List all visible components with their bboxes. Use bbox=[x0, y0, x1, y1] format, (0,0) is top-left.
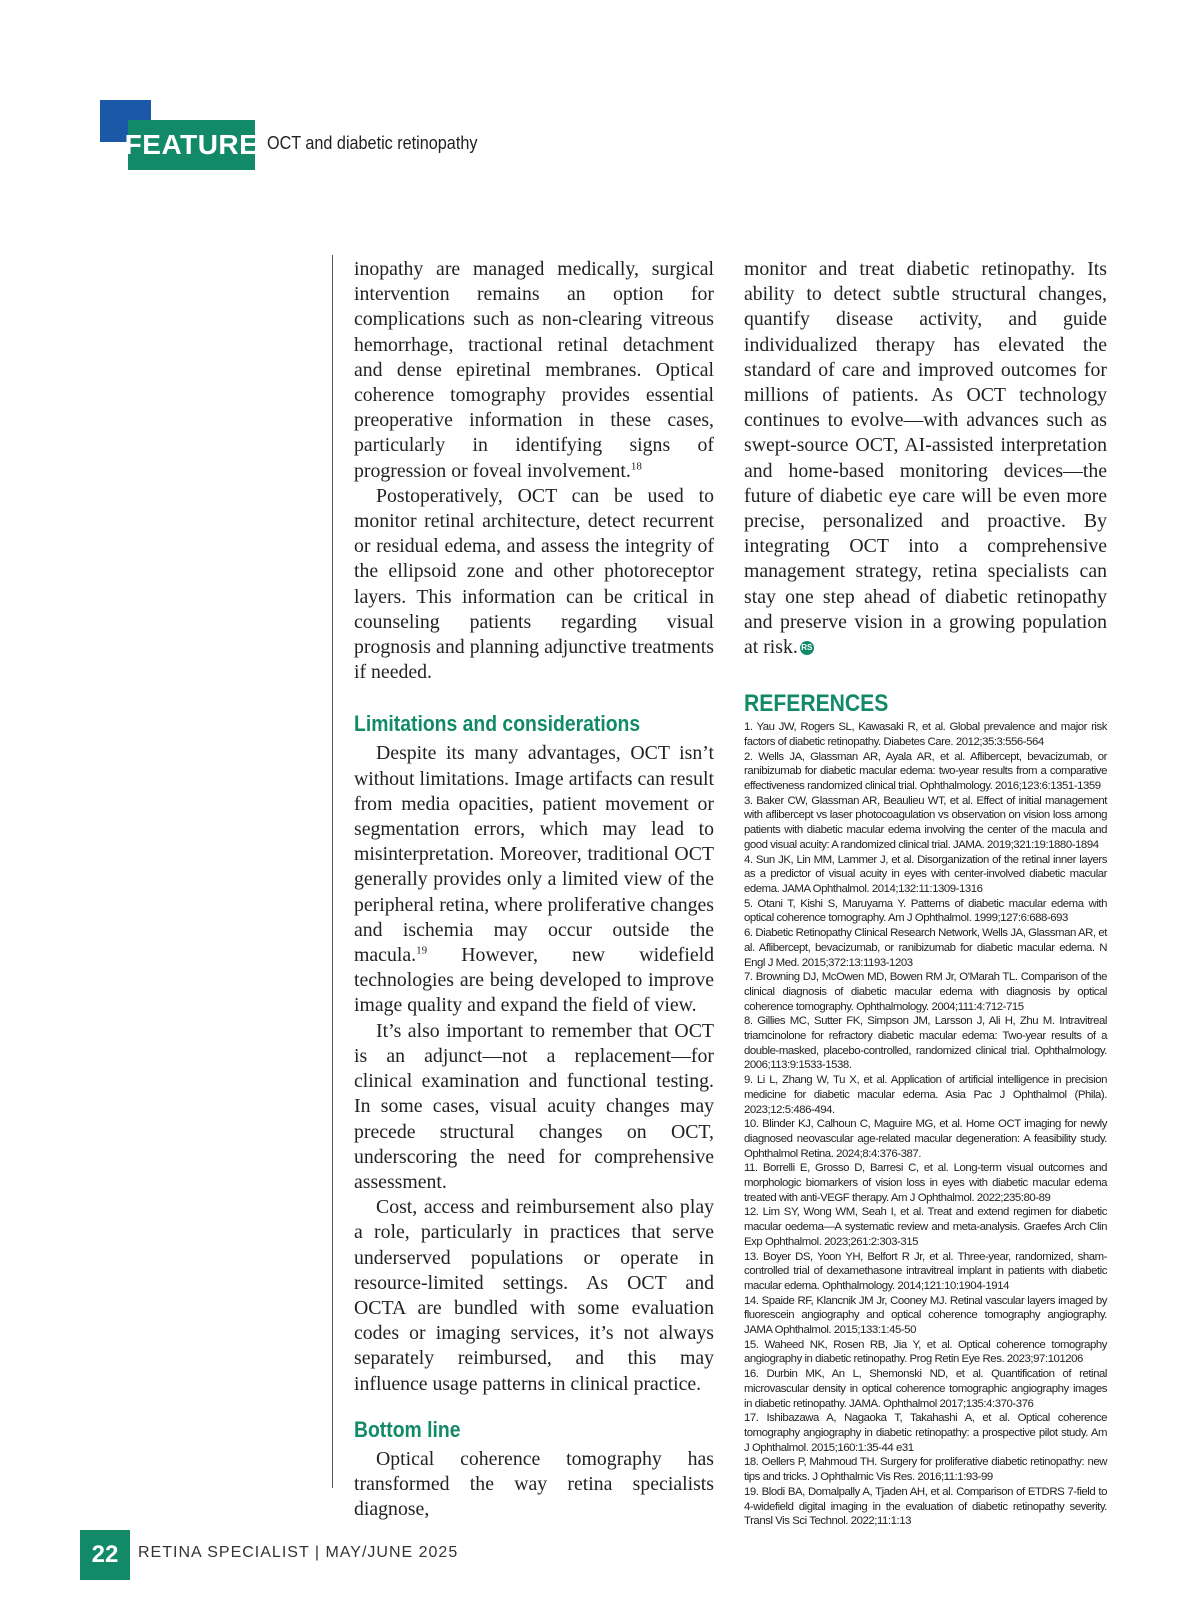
body-paragraph: Cost, access and reimbursement also play a role, particularly in practices that serve underserved populations or operate in resource-limited settings. As OCT and OCTA are bundled with some evaluation codes or imaging services, it’s not always separately reimbursed, and this may influence usage patterns in clinical practice. bbox=[354, 1196, 714, 1395]
reference-item: 19. Blodi BA, Domalpally A, Tjaden AH, et al. Comparison of ETDRS 7-field to 4-widefield digital imaging in the evaluation of diabetic retinopathy severity. Transl Vis Sci Technol. 2022;11:1:13 bbox=[744, 1485, 1107, 1528]
body-paragraph bbox=[354, 257, 714, 484]
column-rule bbox=[332, 255, 333, 1488]
body-paragraph: Postoperatively, OCT can be used to monitor retinal architecture, detect recurrent or residual edema, and assess the integrity of the ellipsoid zone and other photoreceptor layers. This information can be critical in counseling patients regarding visual prognosis and planning adjunctive treatments if needed. bbox=[354, 484, 714, 684]
reference-item: 2. Wells JA, Glassman AR, Ayala AR, et al. Aflibercept, bevacizumab, or ranibizumab for diabetic macular edema: two-year results from a comparative effectiveness randomized clinical trial. Ophthalmology. 2016;123:6:1351-1359 bbox=[744, 750, 1107, 793]
end-of-article-logo: RS bbox=[800, 641, 814, 655]
reference-item: 3. Baker CW, Glassman AR, Beaulieu WT, et al. Effect of initial management with aflibercept vs laser photocoagulation vs observation on vision loss among patients with diabetic macular edema involving the center of the macula and good visual acuity: A randomized clinical trial. JAMA. 2019;321:19:1880-1894 bbox=[744, 794, 1107, 851]
reference-item: 7. Browning DJ, McOwen MD, Bowen RM Jr, O'Marah TL. Comparison of the clinical diagnosis of diabetic macular edema with diagnosis by optical coherence tomography. Ophthalmology. 2004;111:4:712-715 bbox=[744, 971, 1107, 1013]
reference-item: 16. Durbin MK, An L, Shemonski ND, et al. Quantification of retinal microvascular density in optical coherence tomographic angiography images in diabetic retinopathy. JAMA. Ophthalmol 2017;135:4:370-376 bbox=[744, 1368, 1107, 1410]
paragraph-text: Despite its many advantages, OCT isn’t without limitations. Image artifacts can result from media opacities, patient movement or segmentation errors, which may lead to misinterpretation. Moreover, traditional OCT generally provides only a limited view of the peripheral retina, where proliferative changes and ischemia may occur outside the macula. bbox=[354, 742, 714, 967]
paragraph-text: monitor and treat diabetic retinopathy. Its ability to detect subtle structural changes, quantify disease activity, and guide individualized therapy has elevated the standard of care and improved outcomes for millions of patients. As OCT technology continues to evolve—with advances such as swept-source OCT, AI-assisted interpretation and home-based monitoring devices—the future of diabetic eye care will be even more precise, personalized and proactive. By integrating OCT into a comprehensive management strategy, retina specialists can stay one step ahead of diabetic retinopathy and preserve vision in a growing population at risk. bbox=[744, 258, 1107, 659]
reference-item: 4. Sun JK, Lin MM, Lammer J, et al. Disorganization of the retinal inner layers as a predictor of visual acuity in eyes with center-involved diabetic macular edema. JAMA Ophthalmol. 2014;132:11:1309-1316 bbox=[744, 853, 1107, 895]
body-paragraph: It’s also important to remember that OCT is an adjunct—not a replacement—for clinical examination and functional testing. In some cases, visual acuity changes may precede structural changes on OCT, underscoring the need for comprehensive assessment. bbox=[354, 1019, 714, 1193]
reference-item: 18. Oellers P, Mahmoud TH. Surgery for proliferative diabetic retinopathy: new tips and tricks. J Ophthalmic Vis Res. 2016;11:1:93-99 bbox=[744, 1456, 1107, 1484]
reference-superscript: 19 bbox=[416, 944, 428, 957]
reference-item: 14. Spaide RF, Klancnik JM Jr, Cooney MJ. Retinal vascular layers imaged by fluorescein angiography and optical coherence tomography angiography. JAMA Ophthalmol. 2015;133:1:45-50 bbox=[744, 1294, 1107, 1337]
reference-item: 6. Diabetic Retinopathy Clinical Research Network, Wells JA, Glassman AR, et al. Aflibercept, bevacizumab, or ranibizumab for diabetic macular edema. N Engl J Med. 2015;372:13:1193-1203 bbox=[744, 927, 1107, 969]
publication-footer: RETINA SPECIALIST | MAY/JUNE 2025 bbox=[138, 1544, 459, 1561]
body-paragraph bbox=[744, 257, 1107, 660]
page-number: 22 bbox=[80, 1530, 130, 1580]
reference-item: 8. Gillies MC, Sutter FK, Simpson JM, Larsson J, Ali H, Zhu M. Intravitreal triamcinolone for refractory diabetic macular edema: Two-year results of a double-masked, placebo-controlled, randomized clinical trial. Ophthalmology. 2006;113:9:1533-1538. bbox=[744, 1015, 1107, 1072]
reference-item: 9. Li L, Zhang W, Tu X, et al. Application of artificial intelligence in precision medicine for diabetic macular edema. Asia Pac J Ophthalmol (Phila). 2023;12:5:486-494. bbox=[744, 1074, 1107, 1116]
section-heading-bottom-line: Bottom line bbox=[354, 1416, 461, 1442]
reference-item: 17. Ishibazawa A, Nagaoka T, Takahashi A, et al. Optical coherence tomography angiography in diabetic retinopathy: a prospective pilot study. Am J Ophthalmol. 2015;160:1:35-44 e31 bbox=[744, 1412, 1107, 1454]
body-paragraph bbox=[354, 741, 714, 1018]
section-label: FEATURE bbox=[128, 120, 255, 170]
paragraph-text: However, new widefield technologies are being developed to improve image quality and expand the field of view. bbox=[354, 944, 714, 1017]
section-heading-limitations: Limitations and considerations bbox=[354, 711, 641, 737]
reference-item: 12. Lim SY, Wong WM, Seah I, et al. Treat and extend regimen for diabetic macular oedema—A systematic review and meta-analysis. Graefes Arch Clin Exp Ophthalmol. 2023;261:2:303-315 bbox=[744, 1206, 1107, 1248]
reference-item: 10. Blinder KJ, Calhoun C, Maguire MG, et al. Home OCT imaging for newly diagnosed neovascular age-related macular degeneration: A feasibility study. Ophthalmol Retina. 2024;8:4:376-387. bbox=[744, 1118, 1107, 1160]
body-paragraph: Optical coherence tomography has transformed the way retina specialists diagnose, bbox=[354, 1447, 714, 1521]
references-heading: REFERENCES bbox=[744, 690, 889, 718]
reference-item: 11. Borrelli E, Grosso D, Barresi C, et al. Long-term visual outcomes and morphologic biomarkers of vision loss in eyes with diabetic macular edema treated with anti-VEGF therapy. Am J Ophthalmol. 2022;235:80-89 bbox=[744, 1162, 1107, 1204]
left-column bbox=[354, 257, 714, 1522]
reference-item: 1. Yau JW, Rogers SL, Kawasaki R, et al. Global prevalence and major risk factors of diabetic retinopathy. Diabetes Care. 2012;35:3:556-564 bbox=[744, 721, 1107, 748]
reference-item: 15. Waheed NK, Rosen RB, Jia Y, et al. Optical coherence tomography angiography in diabetic retinopathy. Prog Retin Eye Res. 2023;97:101206 bbox=[744, 1338, 1107, 1366]
reference-item: 13. Boyer DS, Yoon YH, Belfort R Jr, et al. Three-year, randomized, sham-controlled trial of dexamethasone intravitreal implant in patients with diabetic macular edema. Ophthalmology. 2014;121:10:1904-1914 bbox=[744, 1250, 1107, 1292]
references-list bbox=[744, 720, 1107, 1529]
reference-item: 5. Otani T, Kishi S, Maruyama Y. Patterns of diabetic macular edema with optical coherence tomography. Am J Ophthalmol. 1999;127:6:688-693 bbox=[744, 897, 1107, 925]
article-subtitle: OCT and diabetic retinopathy bbox=[267, 133, 478, 153]
reference-superscript: 18 bbox=[630, 460, 642, 473]
right-column bbox=[744, 257, 1107, 1529]
paragraph-text: inopathy are managed medically, surgical intervention remains an option for complications such as non-clearing vitreous hemorrhage, tractional retinal detachment and dense epiretinal membranes. Optical coherence tomography provides essential preoperative information in these cases, particularly in identifying signs of progression or foveal involvement. bbox=[354, 258, 714, 482]
